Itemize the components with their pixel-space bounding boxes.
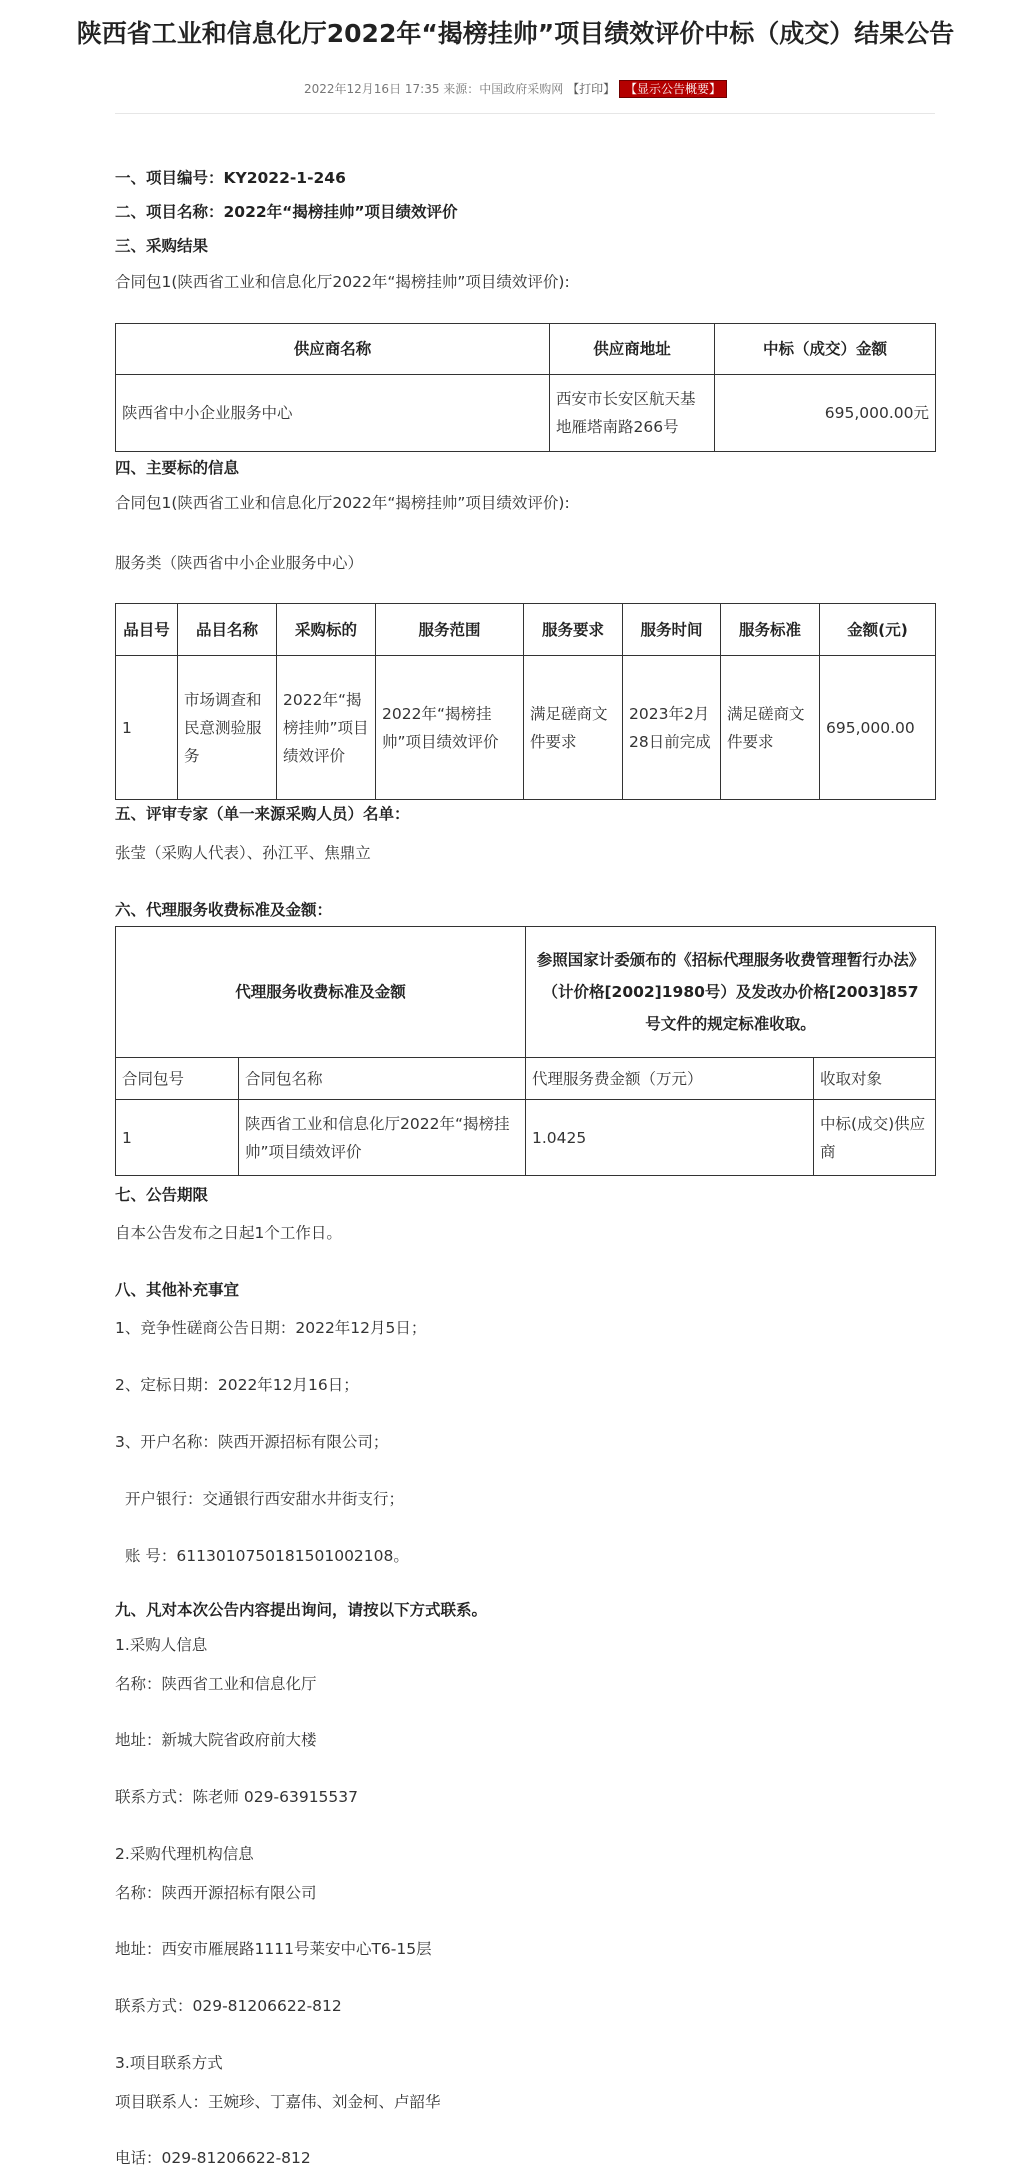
column-header: 供应商地址 bbox=[550, 324, 715, 375]
fee-target: 中标(成交)供应商 bbox=[814, 1100, 936, 1176]
supplier-address: 西安市长安区航天基地雁塔南路266号 bbox=[550, 375, 715, 452]
show-summary-button[interactable]: 【显示公告概要】 bbox=[619, 80, 727, 98]
table-header-row bbox=[116, 324, 936, 375]
section-heading-experts: 五、评审专家（单一来源采购人员）名单： bbox=[115, 805, 410, 823]
supplier-name: 陕西省中小企业服务中心 bbox=[116, 375, 550, 452]
experts-list: 张莹（采购人代表）、孙江平、焦鼎立 bbox=[115, 844, 371, 862]
items-category: 服务类（陕西省中小企业服务中心） bbox=[115, 554, 364, 572]
agency-fee-table bbox=[115, 926, 936, 1176]
item-amount: 695,000.00 bbox=[820, 656, 936, 800]
buyer-name: 名称：陕西省工业和信息化厅 bbox=[115, 1675, 317, 1693]
award-amount: 695,000.00元 bbox=[715, 375, 936, 452]
source-text: 来源：中国政府采购网 bbox=[443, 82, 564, 96]
project-name: 二、项目名称：2022年“揭榜挂帅”项目绩效评价 bbox=[115, 203, 458, 221]
period-text: 自本公告发布之日起1个工作日。 bbox=[115, 1224, 342, 1242]
item-name: 市场调查和民意测验服务 bbox=[178, 656, 277, 800]
agency-contact: 联系方式：029-81206622-812 bbox=[115, 1997, 342, 2015]
article-meta bbox=[0, 80, 1031, 98]
item-number: 1 bbox=[116, 656, 178, 800]
fee-standard: 参照国家计委颁布的《招标代理服务收费管理暂行办法》（计价格[2002]1980号）及发改办价格[2003]857号文件的规定标准收取。 bbox=[526, 927, 936, 1058]
section-heading-other: 八、其他补充事宜 bbox=[115, 1281, 240, 1299]
project-contact-title: 3.项目联系方式 bbox=[115, 2054, 223, 2072]
item-time: 2023年2月28日前完成 bbox=[623, 656, 721, 800]
other-item: 3、开户名称：陕西开源招标有限公司； bbox=[115, 1433, 389, 1451]
print-link[interactable]: 【打印】 bbox=[567, 82, 616, 96]
column-header: 品目名称 bbox=[178, 604, 277, 656]
section-heading-agency-fee: 六、代理服务收费标准及金额： bbox=[115, 901, 333, 919]
agency-name: 名称：陕西开源招标有限公司 bbox=[115, 1884, 317, 1902]
other-item: 账 号：611301075018150100210​8。 bbox=[125, 1547, 409, 1565]
table-row bbox=[116, 1100, 936, 1176]
column-header: 合同包名称 bbox=[239, 1058, 526, 1100]
header-divider bbox=[115, 113, 935, 114]
project-phone: 电话：029-81206622-812 bbox=[115, 2149, 311, 2167]
column-header: 服务标准 bbox=[721, 604, 820, 656]
column-header: 品目号 bbox=[116, 604, 178, 656]
project-contacts: 项目联系人：王婉珍、丁嘉伟、刘金柯、卢韶华 bbox=[115, 2093, 441, 2111]
column-header: 代理服务费金额（万元） bbox=[526, 1058, 814, 1100]
column-header: 采购标的 bbox=[277, 604, 376, 656]
buyer-contact: 联系方式：陈老师 029-63915537 bbox=[115, 1788, 358, 1806]
item-requirement: 满足磋商文件要求 bbox=[524, 656, 623, 800]
table-row bbox=[116, 927, 936, 1058]
agency-address: 地址：西安市雁展路1111号莱安中心T6-15层 bbox=[115, 1940, 432, 1958]
table-header-row bbox=[116, 1058, 936, 1100]
section-heading-contact: 九、凡对本次公告内容提出询问，请按以下方式联系。 bbox=[115, 1601, 488, 1619]
fee-label: 代理服务收费标准及金额 bbox=[116, 927, 526, 1058]
buyer-address: 地址：新城大院省政府前大楼 bbox=[115, 1731, 317, 1749]
items-table bbox=[115, 603, 936, 800]
section-heading-items: 四、主要标的信息 bbox=[115, 459, 240, 477]
result-package-label: 合同包1(陕西省工业和信息化厅2022年“揭榜挂帅”项目绩效评价): bbox=[115, 273, 570, 291]
column-header: 中标（成交）金额 bbox=[715, 324, 936, 375]
column-header: 服务要求 bbox=[524, 604, 623, 656]
column-header: 服务时间 bbox=[623, 604, 721, 656]
column-header: 金额(元) bbox=[820, 604, 936, 656]
fee-package-name: 陕西省工业和信息化厅2022年“揭榜挂帅”项目绩效评价 bbox=[239, 1100, 526, 1176]
items-package-label: 合同包1(陕西省工业和信息化厅2022年“揭榜挂帅”项目绩效评价): bbox=[115, 494, 570, 512]
page-title: 陕西省工业和信息化厅2022年“揭榜挂帅”项目绩效评价中标（成交）结果公告 bbox=[76, 19, 955, 48]
section-heading-period: 七、公告期限 bbox=[115, 1186, 209, 1204]
column-header: 服务范围 bbox=[376, 604, 524, 656]
item-scope: 2022年“揭榜挂帅”项目绩效评价 bbox=[376, 656, 524, 800]
result-table bbox=[115, 323, 936, 452]
section-heading-result: 三、采购结果 bbox=[115, 237, 209, 255]
other-item: 2、定标日期：2022年12月16日； bbox=[115, 1376, 359, 1394]
item-target: 2022年“揭榜挂帅”项目绩效评价 bbox=[277, 656, 376, 800]
column-header: 收取对象 bbox=[814, 1058, 936, 1100]
column-header: 供应商名称 bbox=[116, 324, 550, 375]
other-item: 1、竞争性磋商公告日期：2022年12月5日； bbox=[115, 1319, 427, 1337]
item-standard: 满足磋商文件要求 bbox=[721, 656, 820, 800]
table-row bbox=[116, 656, 936, 800]
fee-package-number: 1 bbox=[116, 1100, 239, 1176]
agency-title: 2.采购代理机构信息 bbox=[115, 1845, 254, 1863]
other-item: 开户银行：交通银行西安甜水井街支行； bbox=[125, 1490, 405, 1508]
buyer-title: 1.采购人信息 bbox=[115, 1636, 208, 1654]
publish-date: 2022年12月16日 17:35 bbox=[303, 82, 440, 96]
column-header: 合同包号 bbox=[116, 1058, 239, 1100]
table-header-row bbox=[116, 604, 936, 656]
project-number: 一、项目编号：KY2022-1-246 bbox=[115, 169, 346, 187]
fee-amount: 1.0425 bbox=[526, 1100, 814, 1176]
table-row bbox=[116, 375, 936, 452]
